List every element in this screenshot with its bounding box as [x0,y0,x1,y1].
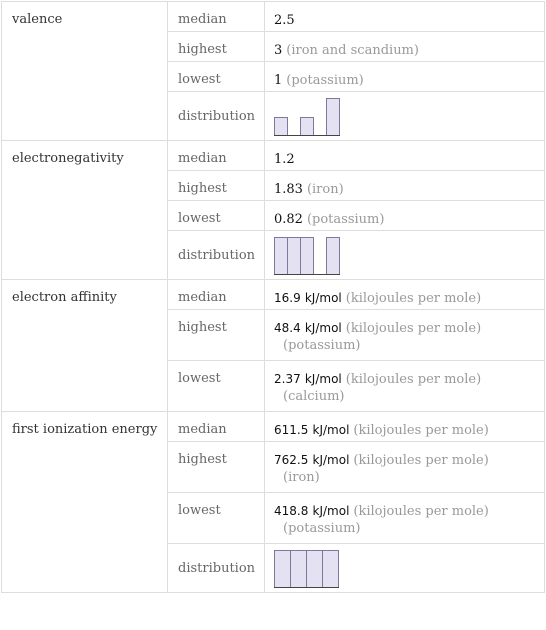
distribution-bar [306,550,323,588]
value-unit: kJ/mol [304,372,342,386]
distribution-bar [300,237,314,275]
value-number: 611.5 [274,423,309,437]
row-label: median [168,2,265,32]
row-label: distribution [168,544,265,593]
distribution-bar [326,98,340,136]
row-value [265,442,545,493]
row-label: highest [168,32,265,62]
value-unit: kJ/mol [304,321,342,335]
properties-table [1,1,545,593]
row-value [265,412,545,442]
value-number: 2.5 [274,13,295,28]
row-value [265,171,545,201]
value-unit-long: (kilojoules per mole) [345,372,482,387]
value-number: 1.2 [274,152,295,167]
row-value [265,62,545,92]
distribution-bar [274,117,288,136]
distribution-bar [300,117,314,136]
table-row [2,280,545,310]
value-note: (iron and scandium) [286,43,419,58]
distribution-bar [326,237,340,275]
property-name: valence [2,2,168,141]
row-label: highest [168,310,265,361]
table-row [2,412,545,442]
value-number: 762.5 [274,453,309,467]
value-unit: kJ/mol [312,453,350,467]
distribution-bar [290,550,307,588]
distribution-bar [274,237,288,275]
property-name: first ionization energy [2,412,168,593]
row-value [265,361,545,412]
value-unit-long: (kilojoules per mole) [345,291,482,306]
table-row [2,2,545,32]
row-label: median [168,141,265,171]
value-number: 3 [274,43,283,58]
value-unit-long: (kilojoules per mole) [345,321,482,336]
value-note: (iron) [306,182,344,197]
distribution-chart [274,548,374,588]
distribution-baseline [274,587,339,588]
value-note: (calcium) [283,389,345,404]
row-value [265,493,545,544]
distribution-bar [274,550,291,588]
distribution-chart [274,235,374,275]
value-unit: kJ/mol [312,423,350,437]
row-value [265,141,545,171]
value-number: 418.8 [274,504,309,518]
distribution-bar [287,237,301,275]
value-unit: kJ/mol [312,504,350,518]
row-value [265,280,545,310]
value-note: (potassium) [306,212,385,227]
row-label: distribution [168,231,265,280]
row-value [265,2,545,32]
value-note: (iron) [283,470,320,485]
value-unit-long: (kilojoules per mole) [353,423,489,438]
row-label: lowest [168,493,265,544]
distribution-cell [265,92,545,141]
distribution-cell [265,231,545,280]
row-value [265,32,545,62]
value-note: (potassium) [283,521,361,536]
table-row [2,141,545,171]
value-number: 2.37 [274,372,301,386]
value-unit-long: (kilojoules per mole) [353,504,489,519]
row-label: lowest [168,201,265,231]
row-label: distribution [168,92,265,141]
row-label: lowest [168,361,265,412]
value-number: 16.9 [274,291,301,305]
row-label: highest [168,442,265,493]
value-number: 48.4 [274,321,301,335]
row-value [265,310,545,361]
distribution-baseline [274,274,340,275]
row-label: median [168,412,265,442]
row-value [265,201,545,231]
property-name: electron affinity [2,280,168,412]
distribution-chart [274,96,374,136]
value-unit-long: (kilojoules per mole) [353,453,489,468]
value-number: 0.82 [274,212,303,227]
row-label: median [168,280,265,310]
distribution-cell [265,544,545,593]
row-label: highest [168,171,265,201]
property-name: electronegativity [2,141,168,280]
value-note: (potassium) [283,338,361,353]
value-number: 1 [274,73,283,88]
value-note: (potassium) [286,73,364,88]
value-unit: kJ/mol [304,291,342,305]
distribution-bar [322,550,339,588]
distribution-baseline [274,135,340,136]
value-number: 1.83 [274,182,303,197]
row-label: lowest [168,62,265,92]
